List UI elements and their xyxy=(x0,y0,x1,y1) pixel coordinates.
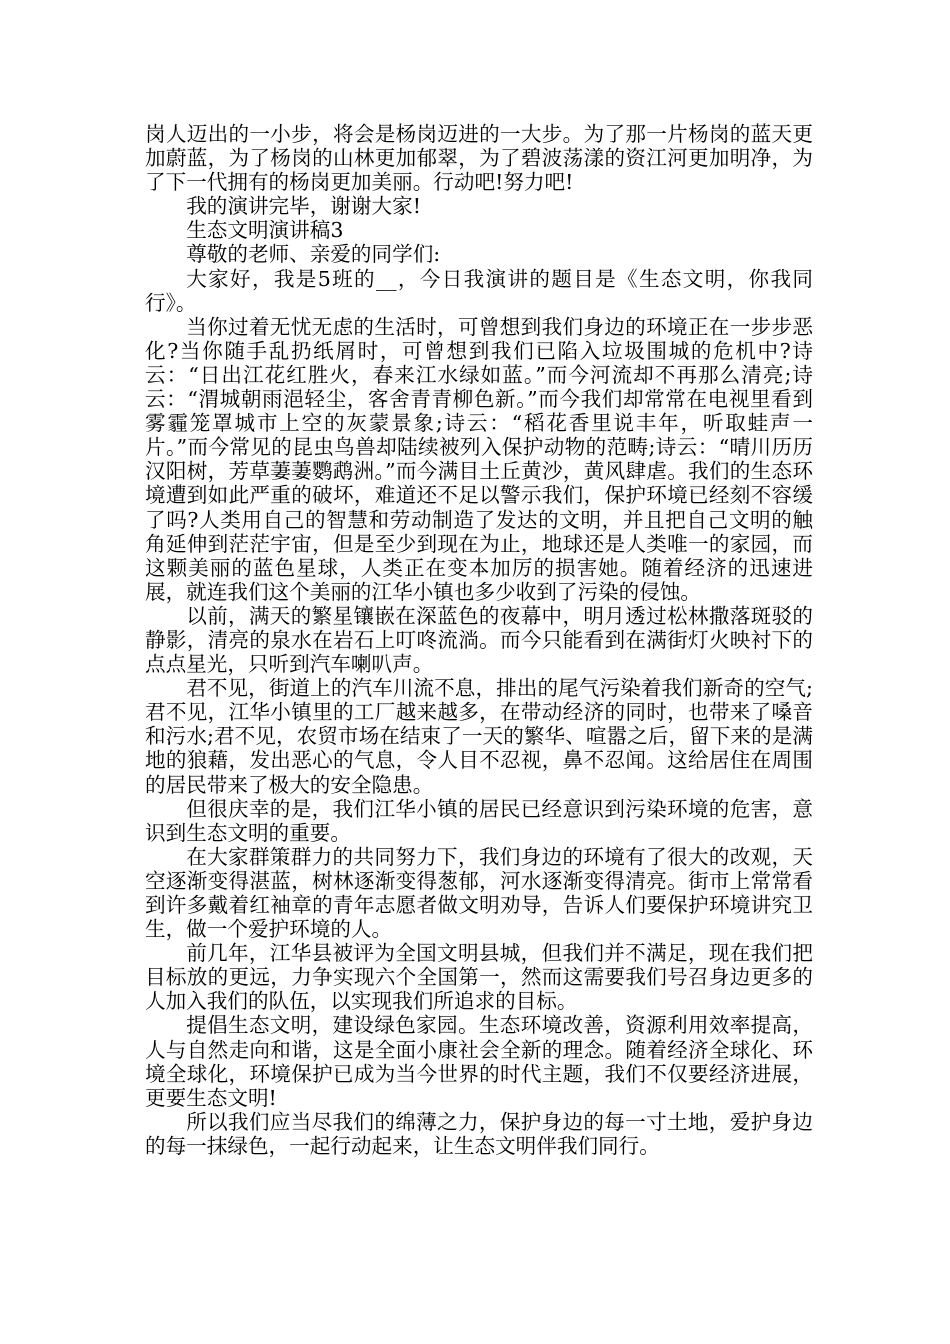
paragraph-continuation: 岗人迈出的一小步，将会是杨岗迈进的一大步。为了那一片杨岗的蓝天更加蔚蓝，为了杨岗的山林更加郁翠，为了碧波荡漾的资江河更加明净，为了下一代拥有的杨岗更加美丽。行动吧!努力吧! xyxy=(145,122,813,195)
paragraph-intro: 大家好，我是5班的__，今日我演讲的题目是《生态文明，你我同行》。 xyxy=(145,266,813,315)
paragraph-body: 君不见，街道上的汽车川流不息，排出的尾气污染着我们新奇的空气;君不见，江华小镇里的工厂越来越多，在带动经济的同时，也带来了嗓音和污水;君不见，农贸市场在结束了一天的繁华、喧嚣之后，留下来的是满地的狼藉，发出恶心的气息，令人目不忍视，鼻不忍闻。这给居住在周围的居民带来了极大的安全隐患。 xyxy=(145,676,813,797)
paragraph-closing-remark: 我的演讲完毕，谢谢大家! xyxy=(186,194,421,219)
paragraph-body: 但很庆幸的是，我们江华小镇的居民已经意识到污染环境的危害，意识到生态文明的重要。 xyxy=(145,796,813,845)
salutation: 尊敬的老师、亲爱的同学们: xyxy=(186,242,441,267)
paragraph-body: 提倡生态文明，建设绿色家园。生态环境改善，资源利用效率提高，人与自然走向和谐，这是全面小康社会全新的理念。随着经济全球化、环境全球化，环境保护已成为当今世界的时代主题，我们不仅要经济进展，更要生态文明! xyxy=(145,1013,813,1110)
section-title: 生态文明演讲稿3 xyxy=(186,218,344,243)
paragraph-body: 当你过着无忧无虑的生活时，可曾想到我们身边的环境正在一步步恶化?当你随手乱扔纸屑时，可曾想到我们已陷入垃圾围城的危机中?诗云：“日出江花红胜火，春来江水绿如蓝。”而今河流却不再那么清亮;诗云：“渭城朝雨浥轻尘，客舍青青柳色新。”而今我们却常常在电视里看到雾霾笼罩城市上空的灰蒙景象;诗云：“稻花香里说丰年，听取蛙声一片。”而今常见的昆虫鸟兽却陆续被列入保护动物的范畴;诗云：“晴川历历汉阳树，芳草萋萋鹦鹉洲。”而今满目土丘黄沙，黄风肆虐。我们的生态环境遭到如此严重的破坏，难道还不足以警示我们，保护环境已经刻不容缓了吗?人类用自己的智慧和劳动制造了发达的文明，并且把自己文明的触角延伸到茫茫宇宙，但是至少到现在为止，地球还是人类唯一的家园，而这颗美丽的蓝色星球，人类正在变本加厉的损害她。随着经济的迅速进展，就连我们这个美丽的江华小镇也多少收到了污染的侵蚀。 xyxy=(145,314,813,604)
paragraph-body: 前几年，江华县被评为全国文明县城，但我们并不满足，现在我们把目标放的更远，力争实现六个全国第一，然而这需要我们号召身边更多的人加入我们的队伍，以实现我们所追求的目标。 xyxy=(145,941,813,1014)
paragraph-body: 在大家群策群力的共同努力下，我们身边的环境有了很大的改观，天空逐渐变得湛蓝，树林逐渐变得葱郁，河水逐渐变得清亮。街市上常常看到许多戴着红袖章的青年志愿者做文明劝导，告诉人们要保护环境讲究卫生，做一个爱护环境的人。 xyxy=(145,844,813,942)
paragraph-body: 以前，满天的繁星镶嵌在深蓝色的夜幕中，明月透过松林撒落斑驳的静影，清亮的泉水在岩石上叮咚流淌。而今只能看到在满街灯火映衬下的点点星光，只听到汽车喇叭声。 xyxy=(145,603,813,677)
document-body xyxy=(145,122,813,1158)
paragraph-conclusion: 所以我们应当尽我们的绵薄之力，保护身边的每一寸土地，爱护身边的每一抹绿色，一起行动起来，让生态文明伴我们同行。 xyxy=(145,1109,813,1158)
